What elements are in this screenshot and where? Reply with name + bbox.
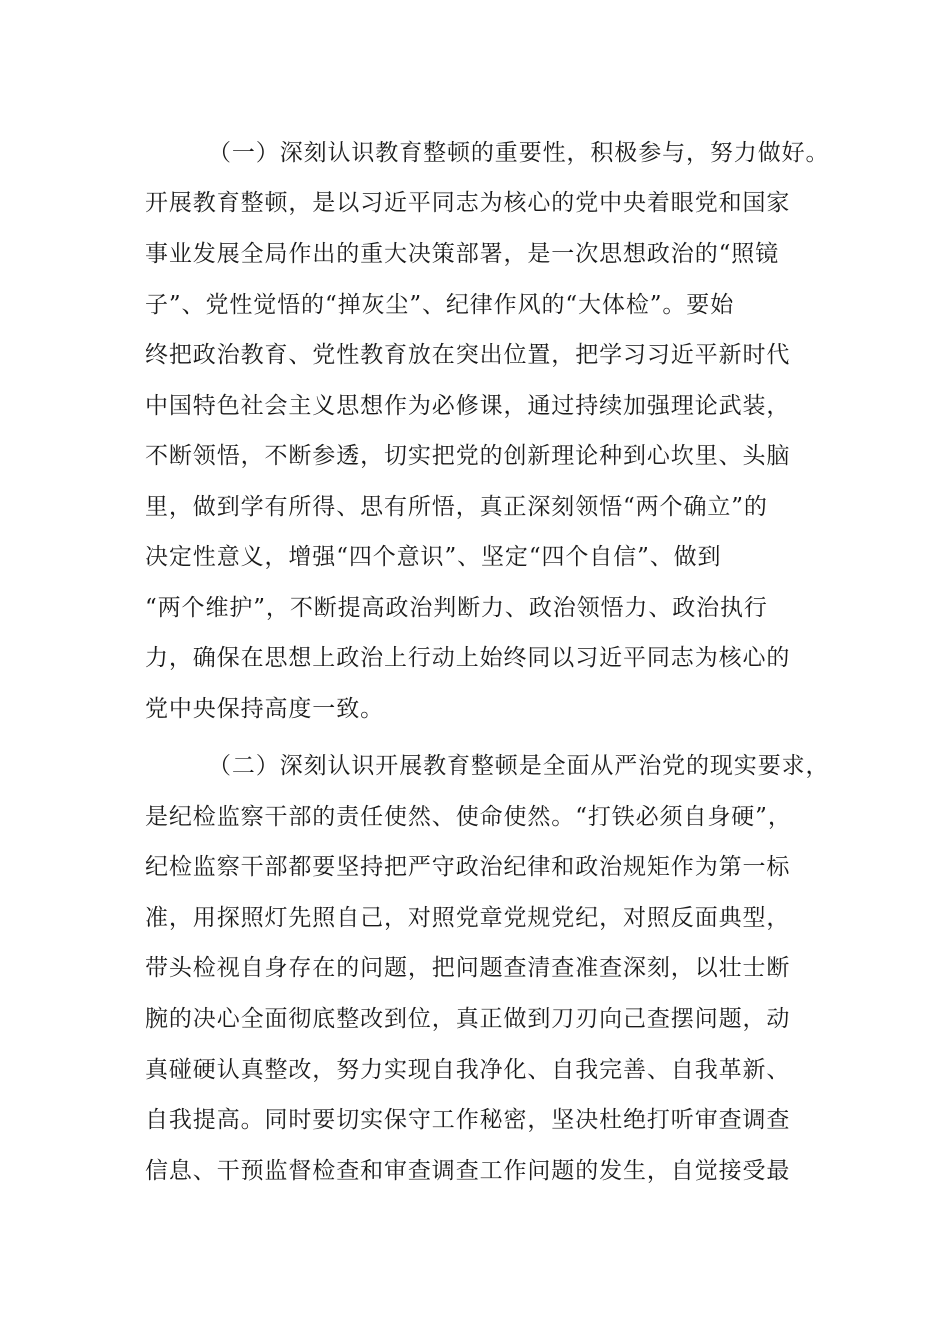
text-line: 事业发展全局作出的重大决策部署，是一次思想政治的“照镜 — [145, 241, 780, 267]
text-line: 子”、党性觉悟的“掸灰尘”、纪律作风的“大体检”。要始 — [145, 292, 735, 318]
text-line: “两个维护”，不断提高政治判断力、政治领悟力、政治执行 — [145, 595, 768, 621]
text-line: 党中央保持高度一致。 — [145, 696, 384, 722]
text-line: 终把政治教育、党性教育放在突出位置，把学习习近平新时代 — [145, 342, 791, 368]
paragraph-heading-line: （二）深刻认识开展教育整顿是全面从严治党的现实要求， — [208, 753, 830, 779]
text-line: 真碰硬认真整改，努力实现自我净化、自我完善、自我革新、 — [145, 1057, 791, 1083]
text-line: 力，确保在思想上政治上行动上始终同以习近平同志为核心的 — [145, 645, 791, 671]
text-line: 决定性意义，增强“四个意识”、坚定“四个自信”、做到 — [145, 544, 722, 570]
text-line: 里，做到学有所得、思有所悟，真正深刻领悟“两个确立”的 — [145, 494, 768, 520]
text-line: 纪检监察干部都要坚持把严守政治纪律和政治规矩作为第一标 — [145, 854, 791, 880]
text-line: 信息、干预监督检查和审查调查工作问题的发生，自觉接受最 — [145, 1158, 791, 1184]
text-line: 中国特色社会主义思想作为必修课，通过持续加强理论武装， — [145, 393, 791, 419]
text-line: 开展教育整顿，是以习近平同志为核心的党中央着眼党和国家 — [145, 190, 791, 216]
paragraph-heading-line: （一）深刻认识教育整顿的重要性，积极参与，努力做好。 — [208, 140, 830, 166]
text-line: 准，用探照灯先照自己，对照党章党规党纪，对照反面典型， — [145, 905, 791, 931]
text-line: 腕的决心全面彻底整改到位，真正做到刀刃向己查摆问题，动 — [145, 1006, 791, 1032]
text-line: 不断领悟，不断参透，切实把党的创新理论种到心坎里、头脑 — [145, 443, 791, 469]
text-line: 带头检视自身存在的问题，把问题查清查准查深刻，以壮士断 — [145, 955, 791, 981]
text-line: 是纪检监察干部的责任使然、使命使然。“打铁必须自身硬”， — [145, 804, 792, 830]
text-line: 自我提高。同时要切实保守工作秘密，坚决杜绝打听审查调查 — [145, 1107, 791, 1133]
